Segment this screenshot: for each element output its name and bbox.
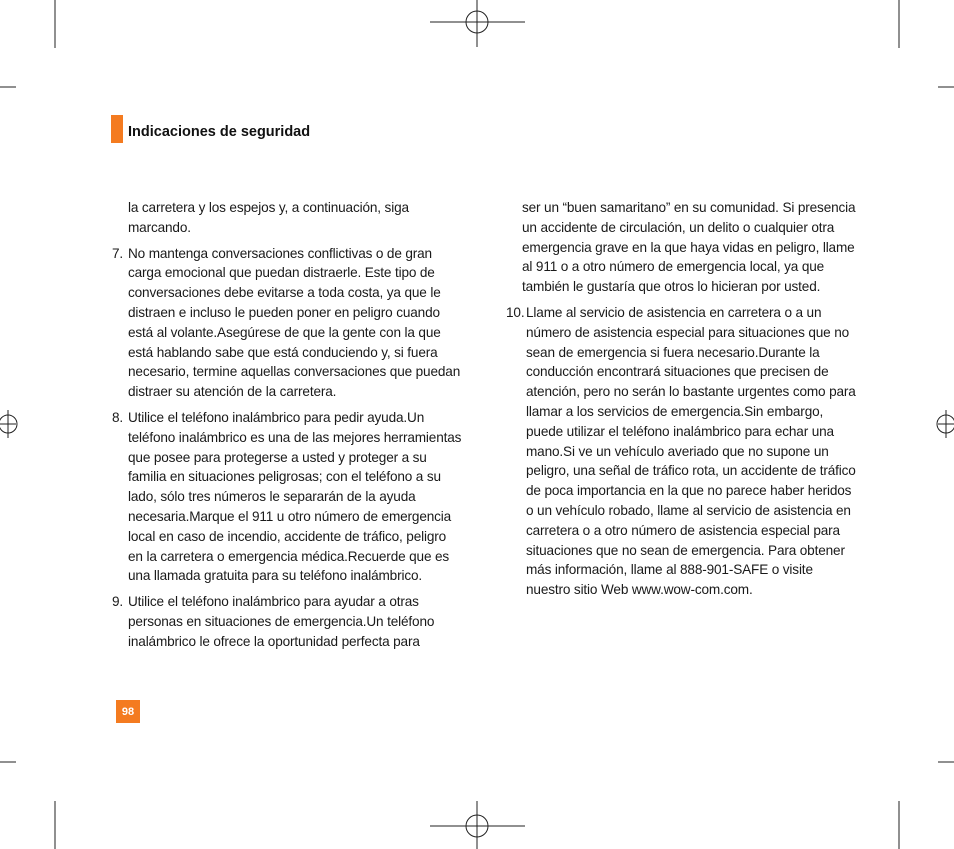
list-item — [112, 408, 464, 586]
list-item-number: 8. — [112, 409, 124, 425]
continuation-paragraph: ser un “buen samaritano” en su comunidad. Si presencia un accidente de circulación, un delito o cualquier otra emergencia grave en la que haya vidas en peligro, llame al 911 o a otro número de emergencia local, ya que también le gustaría que otros lo hicieran por usted. — [522, 200, 856, 295]
list-item — [506, 303, 858, 600]
left-column — [112, 198, 464, 658]
list-item-number: 10. — [506, 304, 525, 320]
list-item-number: 7. — [112, 245, 124, 261]
list-item-text: Utilice el teléfono inalámbrico para ayudar a otras personas en situaciones de emergencia.Un teléfono inalámbrico le ofrece la oportunidad perfecta para — [128, 594, 435, 649]
list-item — [112, 592, 464, 651]
section-accent-bar — [111, 115, 123, 143]
right-column — [506, 198, 858, 606]
list-item — [112, 244, 464, 402]
list-item-number: 9. — [112, 594, 124, 610]
section-header — [111, 115, 310, 143]
page-number: 98 — [116, 700, 140, 723]
list-item-text: No mantenga conversaciones conflictivas o de gran carga emocional que puedan distraerle. Este tipo de conversaciones debe evitarse a toda costa, ya que le distraen e incluso le pueden poner en peligro cuando está al volante.Asegúrese de que la gente con la que está hablando sabe que está conduciendo y, si fuera necesario, termine aquellas conversaciones que puedan distraer su atención de la carretera. — [128, 245, 461, 400]
section-title: Indicaciones de seguridad — [128, 124, 311, 140]
list-item-text: Llame al servicio de asistencia en carretera o a un número de asistencia especial para situaciones que no sean de emergencia si fuera necesario.Durante la conducción encontrará situaciones que precisen de atención, pero no serán lo bastante urgentes como para llamar a los servicios de emergencia.Sin embargo, puede utilizar el teléfono inalámbrico para echar una mano.Si ve un vehículo averiado que no supone un peligro, una señal de tráfico rota, un accidente de tráfico de poca importancia en la que no parece haber heridos o un vehículo robado, llame al servicio de asistencia en carretera o a otro número de asistencia especial para situaciones que no sean de emergencia. Para obtener más información, llame al 888-901-SAFE o visite nuestro sitio Web www.wow-com.com. — [526, 304, 856, 598]
list-item-text: Utilice el teléfono inalámbrico para pedir ayuda.Un teléfono inalámbrico es una de las mejores herramientas que posee para protegerse a usted y proteger a su familia en situaciones peligrosas; con el teléfono a su lado, sólo tres números le separarán de la ayuda necesaria.Marque el 911 u otro número de emergencia local en caso de incendio, accidente de tráfico, peligro en la carretera o emergencia médica.Recuerde que es una llamada gratuita para su teléfono inalámbrico. — [128, 409, 462, 584]
continuation-paragraph: la carretera y los espejos y, a continuación, siga marcando. — [128, 200, 409, 235]
